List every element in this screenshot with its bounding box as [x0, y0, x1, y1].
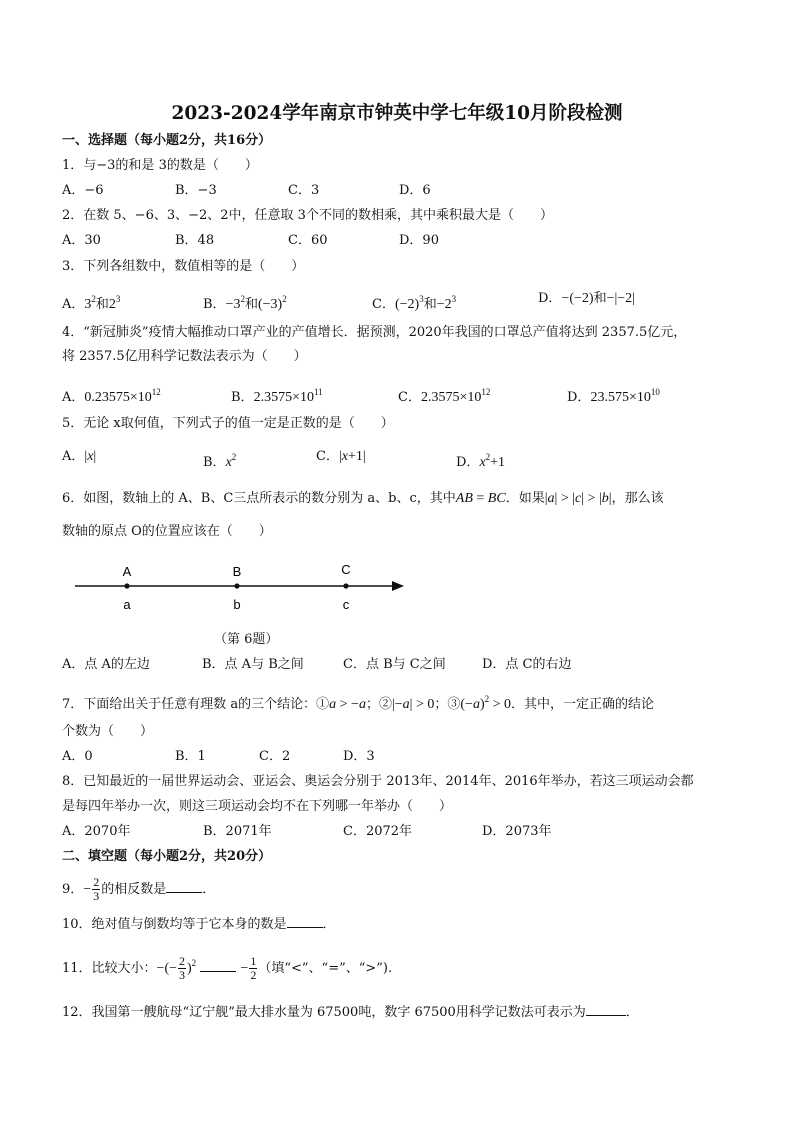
q2-option-b: B．48: [175, 233, 215, 248]
point-b-label: B: [232, 564, 242, 579]
q2-stem: 2．在数 5、−6、3、−2、2中，任意取 3个不同的数相乘，其中乘积最大是（ ）: [62, 208, 553, 223]
q5-option-b: B．$x^2$: [203, 452, 237, 470]
q8-option-b: B．2071年: [203, 824, 272, 839]
q4-stem-line1: 4．“新冠肺炎”疫情大幅推动口罩产业的产值增长．据预测，2020年我国的口罩总产值将达到 2357.5亿元，: [62, 325, 687, 340]
exam-title: 2023-2024学年南京市钟英中学七年级10月阶段检测: [171, 103, 623, 124]
q6-option-b: B．点 A与 B之间: [202, 657, 304, 672]
q10-stem: 10．绝对值与倒数均等于它本身的数是 ．: [62, 917, 336, 932]
value-b-label: b: [233, 597, 241, 612]
q5-option-d: D．$x^2+1$: [456, 452, 506, 470]
q4-option-a: A．$0.23575\times 10^{12}$: [62, 387, 161, 405]
section-choice-heading: 一、选择题（每小题2分，共16分）: [62, 133, 272, 148]
q11-answer-blank[interactable]: [200, 959, 236, 972]
q6-option-d: D．点 C的右边: [482, 657, 572, 672]
point-c-dot: [343, 583, 348, 588]
q2-option-d: D．90: [399, 233, 439, 248]
q9-stem: 9．− $\frac{2}{3}$ 的相反数是 ．: [62, 875, 216, 903]
q4-option-c: C．$2.3575\times 10^{12}$: [398, 387, 491, 405]
point-b-dot: [234, 583, 239, 588]
q7-stem-line1: 7．下面给出关于任意有理数 a的三个结论：①a > −a；②|−a| > 0；$③(-a)^2 > 0$．其中，一定正确的结论: [62, 694, 655, 712]
q8-option-a: A．2070年: [62, 824, 131, 839]
q3-option-c: C．$(-2)^3$和$-2^3$: [372, 294, 457, 312]
q8-option-c: C．2072年: [343, 824, 413, 839]
q7-option-a: A．0: [62, 749, 93, 764]
q8-option-d: D．2073年: [482, 824, 552, 839]
q6-option-a: A．点 A的左边: [62, 657, 150, 672]
q3-option-a: A．$3^2$和$2^3$: [62, 294, 121, 312]
q5-stem: 5．无论 x取何值，下列式子的值一定是正数的是（ ）: [62, 416, 394, 431]
q7-option-c: C．2: [259, 749, 291, 764]
q7-stem-line2: 个数为（ ）: [62, 724, 154, 739]
q2-option-a: A．30: [62, 233, 101, 248]
q6-figure-caption: （第 6题）: [214, 632, 279, 647]
q4-option-b: B．$2.3575\times 10^{11}$: [231, 387, 323, 405]
q7-option-b: B．1: [175, 749, 206, 764]
q6-stem-line1: 6．如图，数轴上的 A、B、C三点所表示的数分别为 a、b、c，其中AB = BC．如果|a| > |c| > |b|，那么该: [62, 491, 664, 506]
q1-option-a: A．−6: [62, 183, 104, 198]
q6-option-c: C．点 B与 C之间: [343, 657, 446, 672]
point-a-dot: [124, 583, 129, 588]
section-fill-heading: 二、填空题（每小题2分，共20分）: [62, 849, 272, 864]
q4-stem-line2: 将 2357.5亿用科学记数法表示为（ ）: [62, 349, 307, 364]
q8-stem-line2: 是每四年举办一次，则这三项运动会均不在下列哪一年举办（ ）: [62, 799, 453, 814]
q8-stem-line1: 8．已知最近的一届世界运动会、亚运会、奥运会分别于 2013年、2014年、2016年举办，若这三项运动会都: [62, 774, 694, 789]
q9-answer-blank[interactable]: [166, 880, 202, 893]
number-line-arrow-icon: [392, 581, 404, 591]
q1-stem: 1．与−3的和是 3的数是（ ）: [62, 158, 258, 173]
q12-stem: 12．我国第一艘航母“辽宁舰”最大排水量为 67500吨，数字 67500用科学记数法可表示为 ．: [62, 1005, 639, 1020]
q4-option-d: D．$23.575\times 10^{10}$: [567, 387, 660, 405]
q7-option-d: D．3: [343, 749, 375, 764]
q5-option-a: A．|x|: [62, 449, 97, 464]
number-line-figure: [70, 558, 410, 618]
q12-answer-blank[interactable]: [586, 1003, 626, 1016]
point-c-label: C: [341, 562, 351, 577]
q5-option-c: C．|x+1|: [316, 449, 366, 464]
q1-option-d: D．6: [399, 183, 431, 198]
q11-stem: 11．比较大小：−(− $\frac{2}{3}$ )$^2$ − $\frac{1}{2}$ （填“<”、“=”、“>”).: [62, 954, 393, 982]
q3-option-d: D．−(−2)和−|−2|: [538, 291, 635, 306]
point-a-label: A: [122, 564, 132, 579]
value-a-label: a: [123, 597, 131, 612]
q2-option-c: C．60: [288, 233, 328, 248]
q6-stem-line2: 数轴的原点 O的位置应该在（ ）: [62, 524, 272, 539]
q3-option-b: B．$-3^2$和$(-3)^2$: [203, 294, 287, 312]
q1-option-b: B．−3: [175, 183, 217, 198]
q3-stem: 3．下列各组数中，数值相等的是（ ）: [62, 259, 305, 274]
q1-option-c: C．3: [288, 183, 320, 198]
q10-answer-blank[interactable]: [287, 915, 323, 928]
value-c-label: c: [342, 597, 350, 612]
